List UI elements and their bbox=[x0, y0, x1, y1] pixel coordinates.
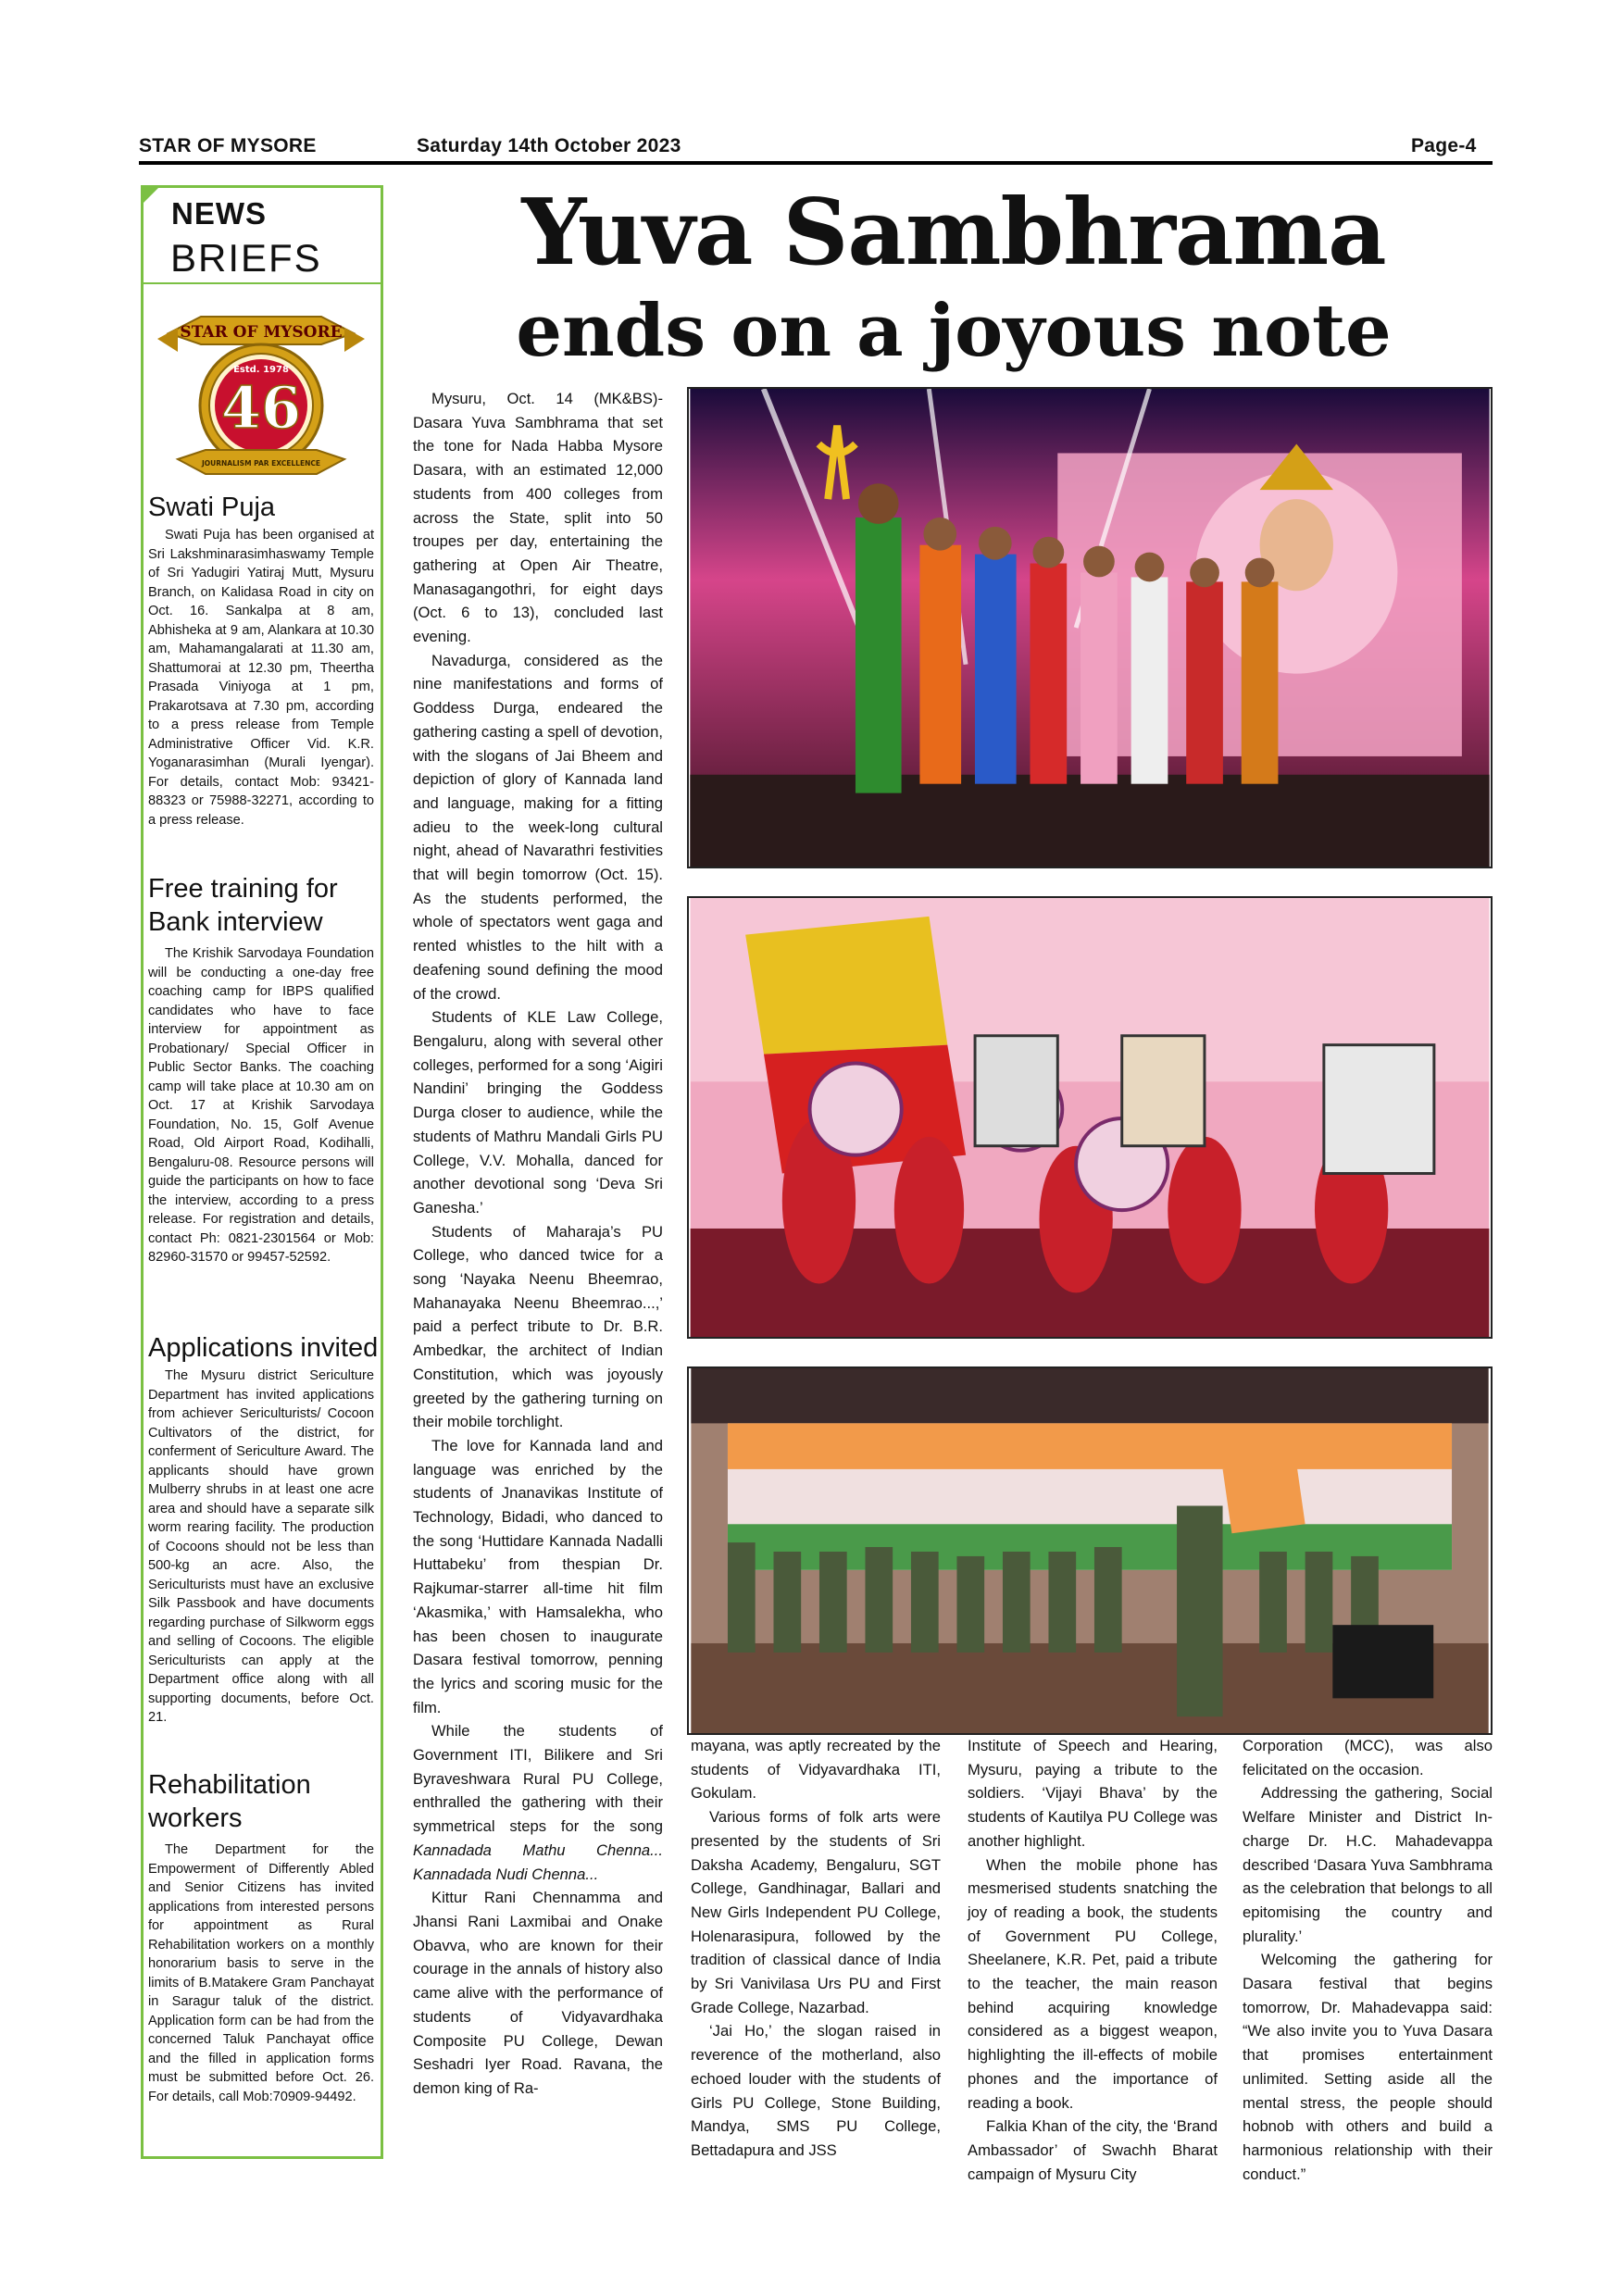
star-of-mysore-46-logo bbox=[150, 296, 372, 491]
headline-line-1: Yuva Sambhrama bbox=[521, 180, 1386, 286]
brief-text-applications: The Mysuru district Sericulture Department has invited applications from achiever Sericulturists/ Cocoon Cultivators of the district, for conferment of Sericulture Award. The applicants should have grown Mulberry shrubs in at least one acre area and should have a separate silk worm rearing facility. The production of Cocoons should not be less than 500-kg an acre. Also, the Sericulturists must have an exclusive Silk Passbook and have documents regarding purchase of Silkworm eggs and selling of Cocoons. The eligible Sericulturists can apply at the Department office along with all supporting documents, before Oct. 21. bbox=[148, 1368, 374, 1725]
photo-jai-ho-soldiers-tribute bbox=[687, 1366, 1493, 1735]
article-column-2: mayana, was aptly recreated by the students of Vidyavardhaka ITI, Gokulam. Various forms of folk arts were presented by the students of Sri Daksha Academy, Bengaluru, SGT College, Gandhinagar, Ballari and New Girls Independent PU College, Holenarasipura, followed by the tradition of classical dance of India by Sri Vanivilasa Urs PU and First Grade College, Nazarbad. ‘Jai Ho,’ the slogan raised in reverence of the motherland, also echoed louder with the students of Girls PU College, Stone Building, Mandya, SMS PU College, Bettadapura and JSS bbox=[691, 1737, 941, 2159]
photo-navadurga-performance bbox=[687, 387, 1493, 868]
logo-name: STAR OF MYSORE bbox=[180, 323, 343, 342]
brief-text-swati-puja: Swati Puja has been organised at Sri Lakshminarasimhaswamy Temple of Sri Yadugiri Yatiraj Mutt, Mysuru Branch, on Kalidasa Road in city on Oct. 16. Sankalpa at 8 am, Abhisheka at 9 am, Alankara at 10.30 am, Mahamangalarati at 11.30 am, Shattumorai at 12.30 pm, Theertha Prasada Viniyoga at 1 pm, Prakarotsava at 7.30 pm, according to a press release from Temple Administrative Officer Vid. K.R. Yoganarasimhan (Murali Iyengar). For details, contact Mob: 93421-88323 or 75988-32271, according to a press release. bbox=[148, 528, 374, 828]
article-column-1: Mysuru, Oct. 14 (MK&BS)- Dasara Yuva Sambhrama that set the tone for Nada Habba Mysore Dasara, with an estimated 12,000 students from 400 colleges from across the State, split into 50 troupes per day, entertaining the gathering at Open Air Theatre, Manasagangothri, for eight days (Oct. 6 to 13), concluded last evening. Navadurga, considered as the nine manifestations and forms of Goddess Durga, endeared the gathering casting a spell of devotion, with the slogans of Jai Bheem and depiction of glory of Kannada land and language, making for a fitting adieu to the week-long cultural night, ahead of Navarathri festivities that will begin tomorrow (Oct. 15). As the students performed, the whole of spectators went gaga and rented whistles to the hilt with a deafening sound defining the mood of the crowd. Students of KLE Law College, Bengaluru, along with several other colleges, performed for a song ‘Aigiri Nandini’ bringing the Goddess Durga closer to audience, while the students of Mathru Mandali Girls PU College, V.V. Mohalla, danced for another devotional song ‘Deva Sri Ganesha.’ Students of Maharaja’s PU College, who danced twice for a song ‘Nayaka Neenu Bheemrao, Mahanayaka Neenu Bheemrao...,’ paid a perfect tribute to Dr. B.R. Ambedkar, the architect of Indian Constitution, which was joyously greeted by the gathering turning on their mobile torchlight. The love for Kannada land and language was enriched by the students of Jnanavikas Institute of Technology, Bidadi, who danced to the song ‘Huttidare Kannada Nadalli Huttabeku’ from thespian Dr. Rajkumar-starrer all-time hit film ‘Akasmika,’ with Hamsalekha, who has been chosen to inaugurate Dasara festival tomorrow, penning the lyrics and scoring music for the film. While the students of Government ITI, Bilikere and Sri Byraveshwara Rural PU College, enthralled the gathering with their symmetrical steps for the song Kannadada Mathu Chenna... Kannadada Nudi Chenna... Kittur Rani Chennamma and Jhansi Rani Laxmibai and Onake Obavva, who are known for their courage in the annals of history also came alive with the performance of students of Vidyavardhaka Composite PU College, Dewan Seshadri Iyer Road. Ravana, the demon king of Ra- bbox=[413, 390, 663, 2097]
paper-name: STAR OF MYSORE bbox=[139, 135, 317, 156]
article-column-3: Institute of Speech and Hearing, Mysuru, paying a tribute to the soldiers. ‘Vijayi Bhava’ by the students of Kautilya PU College was another highlight. When the mobile phone has mesmerised students snatching the joy of reading a book, the students of Government PU College, Sheelanere, K.R. Pet, paid a tribute to the teacher, the main reason behind acquiring knowledge considered as a biggest weapon, highlighting the ill-effects of mobile phones and the importance of reading a book. Falkia Khan of the city, the ‘Brand Ambassador’ of Swachh Bharat campaign of Mysuru City bbox=[968, 1737, 1218, 2183]
logo-number: 46 bbox=[220, 374, 302, 442]
headline-line-2: ends on a joyous note bbox=[516, 289, 1392, 373]
brief-heading-swati-puja: Swati Puja bbox=[148, 493, 276, 522]
photo-ambedkar-tribute-dance bbox=[687, 896, 1493, 1339]
logo-estd: Estd. 1978 bbox=[233, 365, 289, 375]
issue-date: Saturday 14th October 2023 bbox=[417, 135, 681, 156]
brief-heading-bank-training: Free training for Bank interview bbox=[148, 874, 338, 937]
briefs-label-news: NEWS bbox=[171, 196, 267, 231]
briefs-divider bbox=[141, 282, 383, 284]
brief-text-rehabilitation: The Department for the Empowerment of Differently Abled and Senior Citizens has invited applications from interested persons for appointment as Rural Rehabilitation workers on a monthly honorarium basis to serve in the limits of B.Matakere Gram Panchayat in Saragur taluk of the district. Application form can be had from the concerned Taluk Panchayat office and the filled in application forms must be submitted before Oct. 26. For details, call Mob:70909-94492. bbox=[148, 1842, 374, 2104]
briefs-label-briefs: BRIEFS bbox=[170, 236, 322, 280]
brief-heading-applications: Applications invited bbox=[148, 1333, 379, 1363]
logo-tagline: JOURNALISM PAR EXCELLENCE bbox=[201, 459, 321, 468]
brief-text-bank-training: The Krishik Sarvodaya Foundation will be conducting a one-day free coaching camp for IBPS qualified candidates who have to face interview for appointment as Probationary/ Special Officer in Public Sector Banks. The coaching camp will take place at 10.30 am on Oct. 17 at Krishik Sarvodaya Foundation, No. 15, Golf Avenue Road, Old Airport Road, Kodihalli, Bengaluru-08. Resource persons will guide the participants on how to face the interview, according to a press release. For registration and details, contact Ph: 0821-2301564 or Mob: 82960-31570 or 99457-52592. bbox=[148, 946, 374, 1265]
masthead-rule bbox=[139, 161, 1493, 165]
brief-heading-rehabilitation: Rehabilitation workers bbox=[148, 1770, 311, 1833]
page-number: Page-4 bbox=[1411, 135, 1477, 156]
article-column-4: Corporation (MCC), was also felicitated on the occasion. Addressing the gathering, Social Welfare Minister and District In-charge Dr. H.C. Mahadevappa described ‘Dasara Yuva Sambhrama as the celebration that belongs to all epitomising the country and plurality.’ Welcoming the gathering for Dasara festival that begins tomorrow, Dr. Mahadevappa said: “We also invite you to Yuva Dasara that promises entertainment unlimited. Setting aside all the mental stress, the people should hobnob with others and build a harmonious relationship with their conduct.” bbox=[1243, 1737, 1493, 2183]
